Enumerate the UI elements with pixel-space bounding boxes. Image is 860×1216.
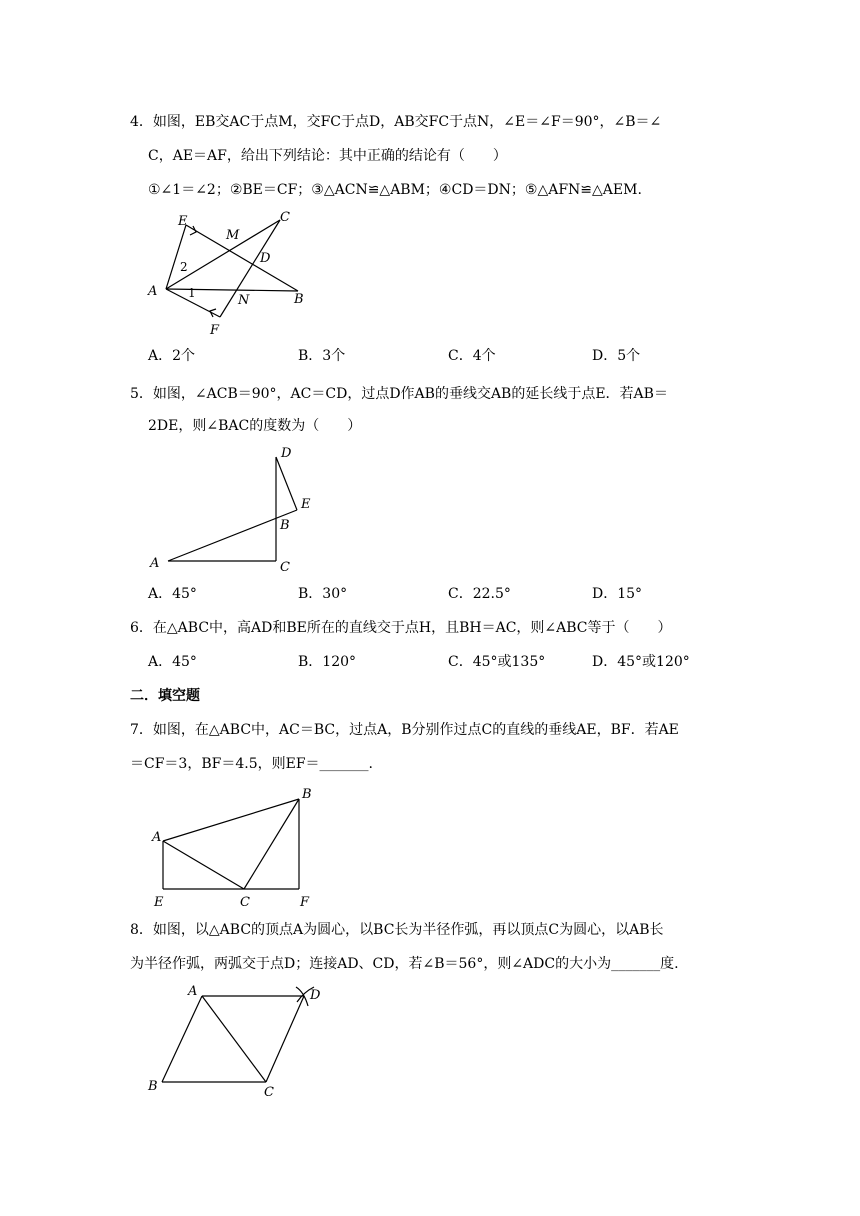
q4-label-1: 1 xyxy=(188,286,196,300)
q7-label-C: C xyxy=(240,895,250,910)
q6-option-b: B．120° xyxy=(298,654,357,670)
q7-label-A: A xyxy=(152,830,162,845)
q7-line-2: ＝CF＝3，BF＝4.5，则EF＝_______. xyxy=(130,756,373,772)
q4-figure xyxy=(140,205,320,340)
q4-label-M: M xyxy=(226,228,240,243)
q6-option-a: A．45° xyxy=(148,654,197,670)
q4-label-B: B xyxy=(294,292,304,307)
q5-label-E: E xyxy=(301,497,311,512)
q4-line-1: 4．如图，EB交AC于点M，交FC于点D，AB交FC于点N，∠E＝∠F＝90°，∠B＝∠ xyxy=(130,114,662,130)
q6-option-d: D．45°或120° xyxy=(592,654,690,670)
q5-option-c: C．22.5° xyxy=(448,586,511,602)
q8-line-2: 为半径作弧，两弧交于点D；连接AD、CD，若∠B＝56°，则∠ADC的大小为_______度. xyxy=(130,956,679,972)
q4-label-D: D xyxy=(260,251,271,266)
q7-label-E: E xyxy=(154,895,164,910)
q5-label-B: B xyxy=(280,518,290,533)
q4-label-A: A xyxy=(148,284,158,299)
q7-label-B: B xyxy=(302,787,312,802)
q5-option-b: B．30° xyxy=(298,586,348,602)
q6-line-1: 6．在△ABC中，高AD和BE所在的直线交于点H，且BH＝AC，则∠ABC等于（ ） xyxy=(130,620,672,636)
q4-label-2: 2 xyxy=(180,260,188,274)
q4-option-c: C．4个 xyxy=(448,348,496,364)
q7-figure xyxy=(140,780,330,910)
q4-line-3: ①∠1＝∠2；②BE＝CF；③△ACN≌△ABM；④CD＝DN；⑤△AFN≌△AEM. xyxy=(148,182,642,198)
q5-label-C: C xyxy=(280,560,290,575)
q5-line-2: 2DE，则∠BAC的度数为（ ） xyxy=(148,418,362,434)
section-title-fill-in: 二．填空题 xyxy=(130,688,200,704)
q5-option-a: A．45° xyxy=(148,586,197,602)
q8-label-A: A xyxy=(188,984,198,999)
q4-label-F: F xyxy=(210,323,220,338)
q4-line-2: C，AE＝AF，给出下列结论：其中正确的结论有（ ） xyxy=(148,148,507,164)
q7-label-F: F xyxy=(300,895,310,910)
q8-figure xyxy=(140,978,340,1098)
q6-option-c: C．45°或135° xyxy=(448,654,546,670)
q8-label-D: D xyxy=(310,988,321,1003)
q5-option-d: D．15° xyxy=(592,586,643,602)
q8-line-1: 8．如图，以△ABC的顶点A为圆心，以BC长为半径作弧，再以顶点C为圆心，以AB长 xyxy=(130,922,664,938)
q8-label-B: B xyxy=(148,1079,158,1094)
q4-label-C: C xyxy=(280,210,290,225)
q4-option-b: B．3个 xyxy=(298,348,346,364)
q4-option-a: A．2个 xyxy=(148,348,196,364)
q4-label-E: E xyxy=(178,214,188,229)
q4-label-N: N xyxy=(238,293,250,308)
q5-figure xyxy=(140,440,330,580)
q4-option-d: D．5个 xyxy=(592,348,641,364)
q5-line-1: 5．如图，∠ACB＝90°，AC＝CD，过点D作AB的垂线交AB的延长线于点E．若AB＝ xyxy=(130,386,668,402)
q7-line-1: 7．如图，在△ABC中，AC＝BC，过点A，B分别作过点C的直线的垂线AE，BF．若AE xyxy=(130,722,679,738)
q8-label-C: C xyxy=(264,1085,274,1098)
q5-label-A: A xyxy=(150,556,160,571)
q5-label-D: D xyxy=(281,446,292,461)
